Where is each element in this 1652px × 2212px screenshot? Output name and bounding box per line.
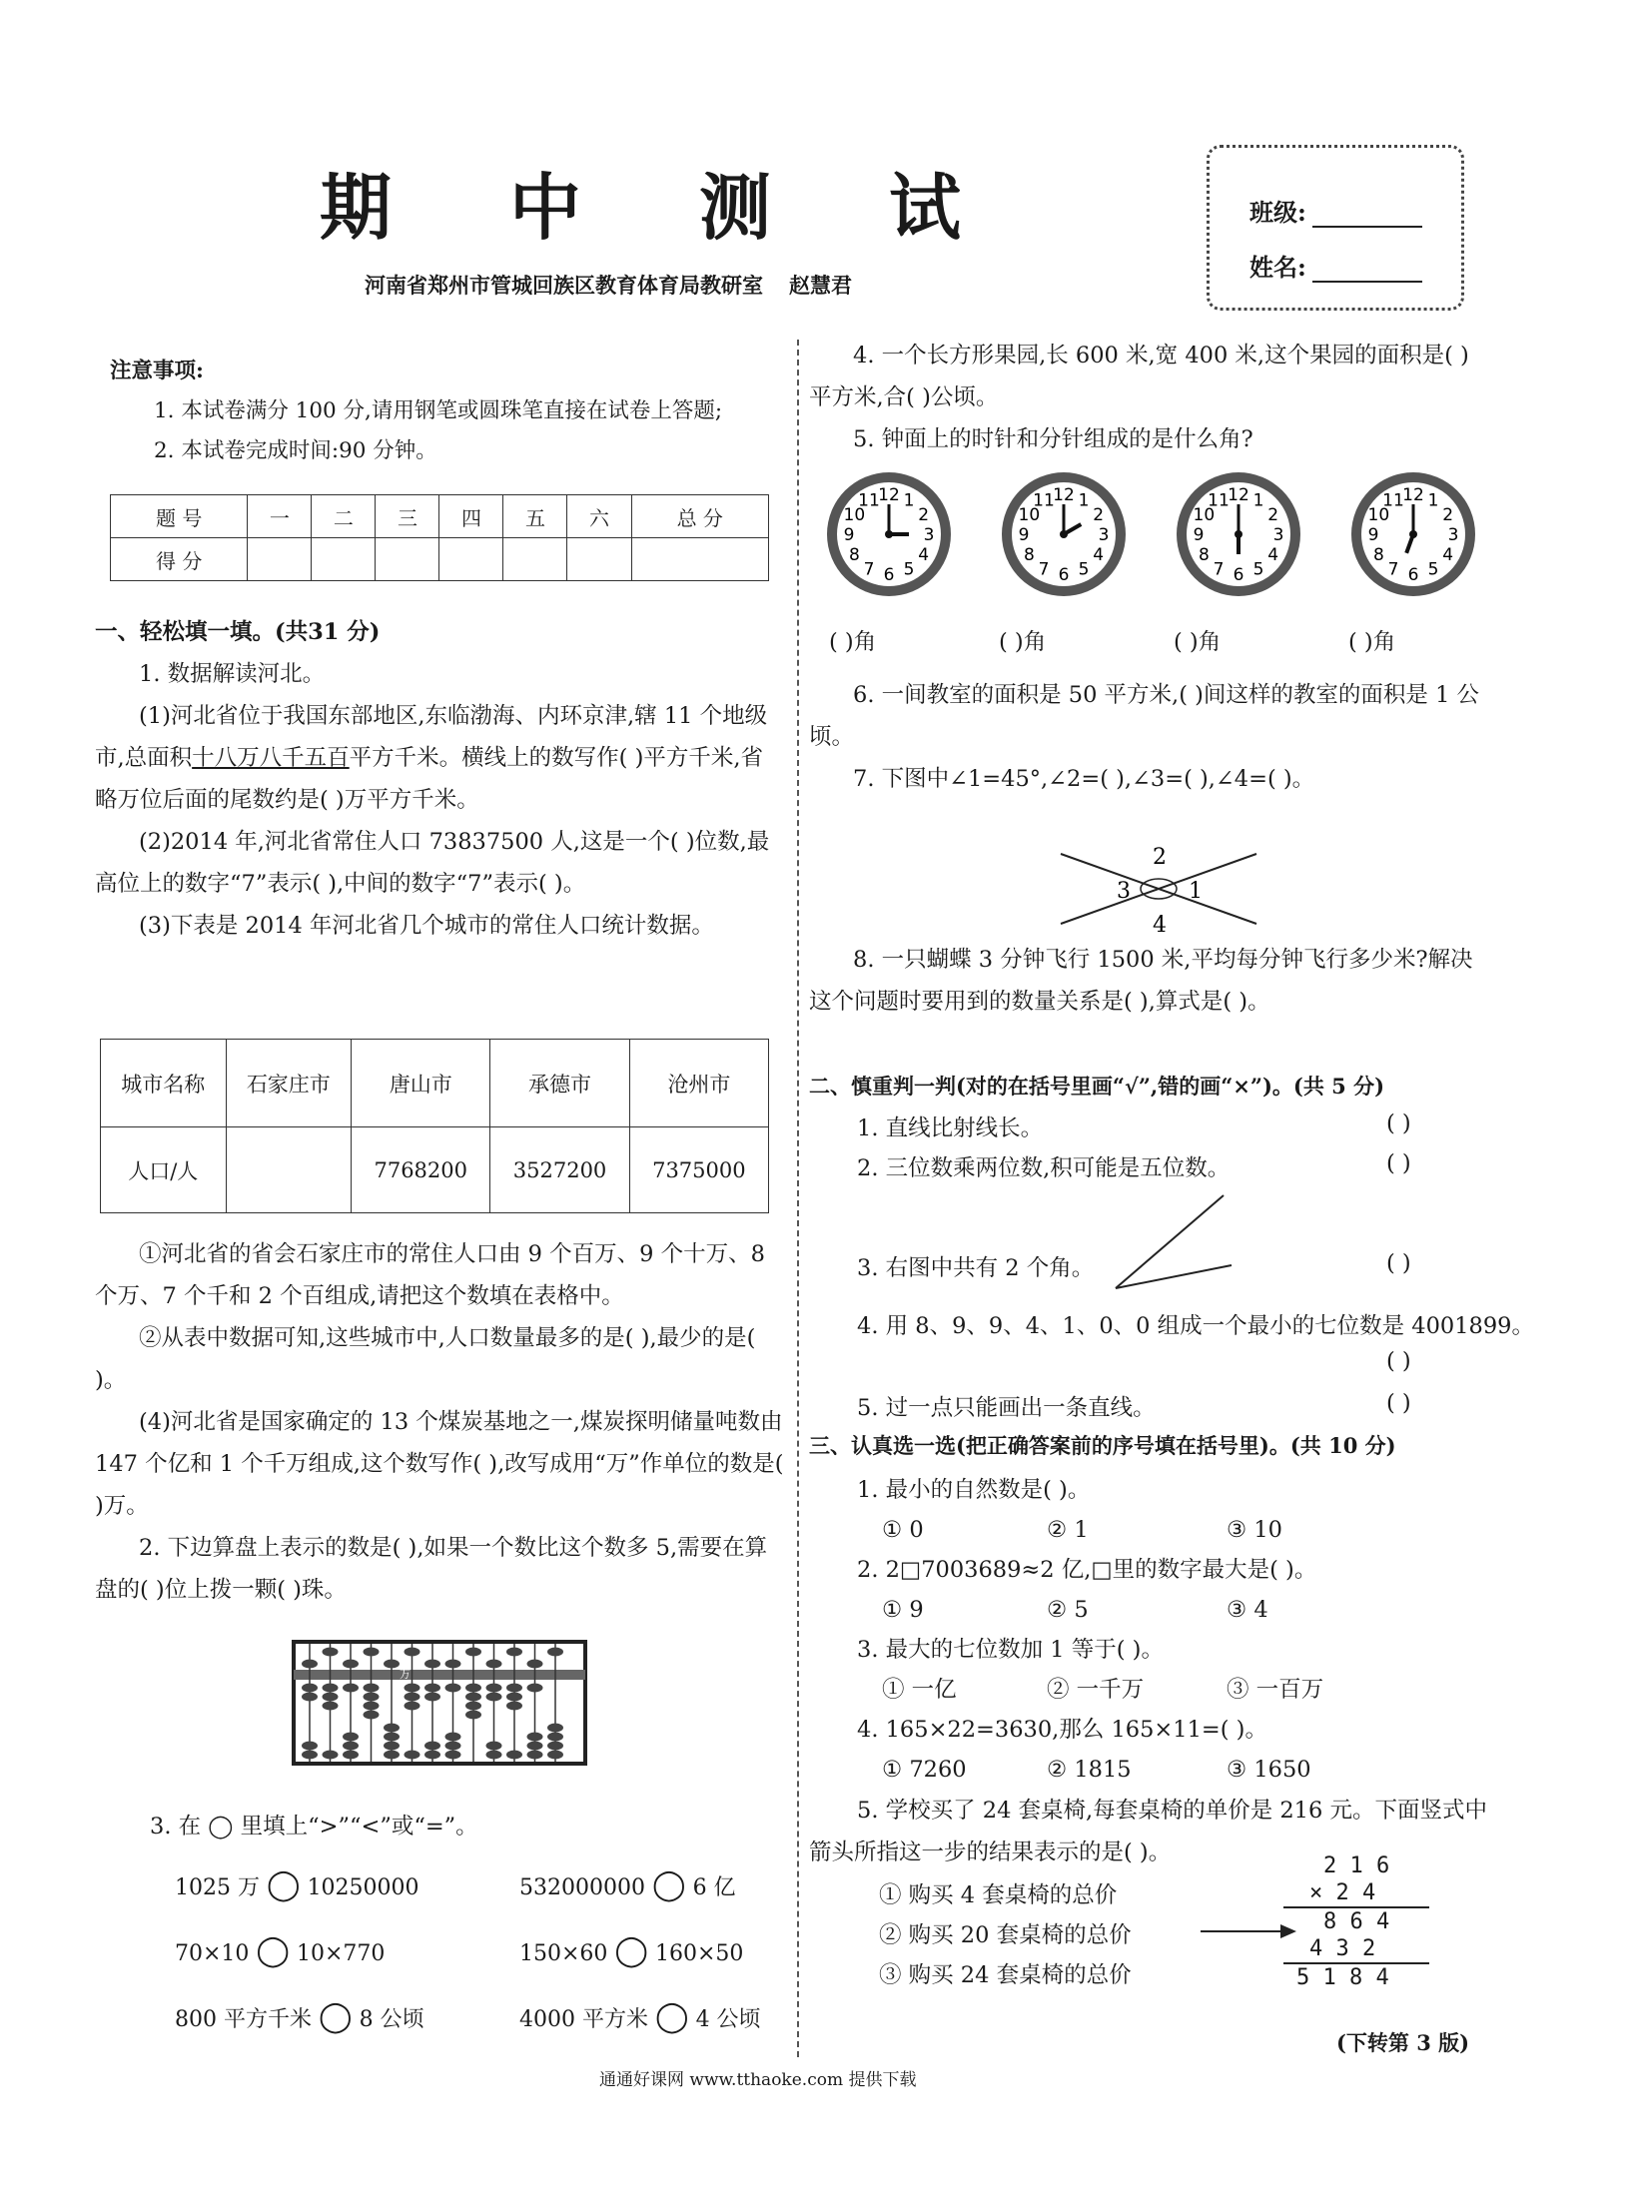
judge-5: 5. 过一点只能画出一条直线。 bbox=[857, 1395, 1156, 1421]
clock-center bbox=[1235, 530, 1242, 538]
abacus-bead[interactable] bbox=[384, 1724, 400, 1733]
score-header-cell: 一 bbox=[248, 495, 312, 538]
abacus-bead[interactable] bbox=[302, 1751, 318, 1760]
judge-paren[interactable]: ( ) bbox=[1386, 1250, 1411, 1276]
clock-number: 11 bbox=[1033, 490, 1055, 511]
clock-number: 7 bbox=[863, 559, 875, 580]
angle-label: 4 bbox=[1153, 913, 1167, 934]
city-header-cell: 唐山市 bbox=[352, 1040, 490, 1127]
city-header-cell: 沧州市 bbox=[629, 1040, 768, 1127]
clock-number: 10 bbox=[1193, 505, 1216, 525]
clock-number: 10 bbox=[1367, 505, 1390, 525]
judge-paren[interactable]: ( ) bbox=[1386, 1150, 1411, 1176]
clock-answer[interactable]: ( )角 bbox=[1174, 629, 1222, 655]
angle-figure bbox=[1059, 844, 1258, 934]
score-header-cell: 四 bbox=[439, 495, 503, 538]
clock-number: 9 bbox=[1367, 525, 1379, 545]
name-row bbox=[1249, 248, 1422, 283]
clock-number: 8 bbox=[1023, 545, 1035, 565]
city-value-cell: 7375000 bbox=[629, 1127, 768, 1213]
class-label: 班级: bbox=[1249, 198, 1306, 227]
ray bbox=[1116, 1265, 1232, 1288]
right-middle bbox=[809, 674, 1488, 800]
score-cell[interactable] bbox=[312, 538, 376, 581]
abacus-bead[interactable] bbox=[364, 1648, 380, 1657]
abacus-bead[interactable] bbox=[527, 1742, 543, 1751]
clock-number: 9 bbox=[843, 525, 855, 545]
compare-item bbox=[519, 1933, 743, 1968]
abacus-bead[interactable] bbox=[384, 1660, 400, 1669]
abacus-bead[interactable] bbox=[445, 1660, 461, 1669]
choice-options bbox=[857, 1670, 1486, 1710]
choice-option[interactable]: ② 购买 20 套桌椅的总价 bbox=[879, 1922, 1132, 1948]
city-table bbox=[100, 1039, 769, 1213]
clock-number: 3 bbox=[1447, 525, 1459, 545]
score-header-cell: 五 bbox=[503, 495, 567, 538]
abacus-bead[interactable] bbox=[465, 1648, 481, 1657]
abacus-bead[interactable] bbox=[364, 1702, 380, 1711]
q2: 2. 下边算盘上表示的数是( ),如果一个数比这个数多 5,需要在算盘的( )位上拨一颗( )珠。 bbox=[95, 1535, 768, 1603]
clock-answer[interactable]: ( )角 bbox=[829, 629, 877, 655]
author-line bbox=[365, 270, 852, 300]
abacus-bead[interactable] bbox=[343, 1684, 359, 1693]
clock-number: 7 bbox=[1213, 559, 1225, 580]
clock-number: 1 bbox=[903, 490, 915, 511]
clock-number: 8 bbox=[848, 545, 860, 565]
clock-center bbox=[885, 530, 893, 538]
clock-face bbox=[824, 469, 954, 599]
choice-option[interactable]: ② 1815 bbox=[1047, 1757, 1132, 1783]
abacus-bead[interactable] bbox=[384, 1751, 400, 1760]
compare-right: 160×50 bbox=[655, 1941, 744, 1966]
abacus-bead[interactable] bbox=[343, 1751, 359, 1760]
score-header-cell: 题 号 bbox=[111, 495, 248, 538]
clock-answer[interactable]: ( )角 bbox=[1348, 629, 1396, 655]
abacus-bead[interactable] bbox=[527, 1660, 543, 1669]
abacus-bead[interactable] bbox=[405, 1751, 420, 1760]
q1-3b: ②从表中数据可知,这些城市中,人口数量最多的是( ),最少的是( )。 bbox=[95, 1325, 756, 1393]
q3 bbox=[150, 1806, 799, 1847]
abacus-bead[interactable] bbox=[343, 1742, 359, 1751]
choice-option[interactable]: ③ 4 bbox=[1227, 1597, 1268, 1623]
abacus-bead[interactable] bbox=[302, 1660, 318, 1669]
compare-item bbox=[519, 1999, 761, 2034]
q3-text: 3. 在 ◯ 里填上“>”“<”或“=”。 bbox=[150, 1814, 478, 1840]
clock-number: 5 bbox=[903, 559, 915, 580]
judge-3: 3. 右图中共有 2 个角。 bbox=[857, 1255, 1095, 1281]
calc-line: × 2 4 bbox=[1283, 1879, 1429, 1908]
clock-face bbox=[999, 469, 1129, 599]
compare-right: 8 公顷 bbox=[359, 2007, 424, 2032]
abacus-bead[interactable] bbox=[302, 1684, 318, 1693]
abacus-bead[interactable] bbox=[405, 1684, 420, 1693]
judge-paren[interactable]: ( ) bbox=[1386, 1348, 1411, 1374]
abacus bbox=[290, 1638, 589, 1768]
clock-number: 8 bbox=[1198, 545, 1210, 565]
abacus-bead[interactable] bbox=[424, 1684, 440, 1693]
q1-4: (4)河北省是国家确定的 13 个煤炭基地之一,煤炭探明储量吨数由 147 个亿和 1 个千万组成,这个数写作( ),改写成用“万”作单位的数是( )万。 bbox=[95, 1409, 784, 1519]
choice-5: 5. 学校买了 24 套桌椅,每套桌椅的单价是 216 元。下面竖式中箭头所指这一步的结果表示的是( )。 bbox=[809, 1798, 1487, 1865]
city-row-label: 人口/人 bbox=[101, 1127, 227, 1213]
notes-heading: 注意事项: bbox=[110, 359, 204, 383]
clock-number: 12 bbox=[1402, 485, 1424, 505]
clock-number: 4 bbox=[1267, 545, 1279, 565]
judge-2: 2. 三位数乘两位数,积可能是五位数。 bbox=[857, 1155, 1231, 1181]
judge-paren[interactable]: ( ) bbox=[1386, 1110, 1411, 1136]
clock-number: 2 bbox=[918, 505, 930, 525]
score-header-cell: 六 bbox=[567, 495, 631, 538]
section-1-heading: 一、轻松填一填。(共31 分) bbox=[95, 619, 381, 645]
city-value-cell: 7768200 bbox=[352, 1127, 490, 1213]
clock-number: 1 bbox=[1078, 490, 1090, 511]
page-title: 期中测试 bbox=[320, 165, 1080, 250]
abacus-bead[interactable] bbox=[527, 1684, 543, 1693]
choice-option[interactable]: ② 1 bbox=[1047, 1517, 1089, 1543]
q1-1-text: (1)河北省位于我国东部地区,东临渤海、内环京津,辖 11 个地级市,总面积 bbox=[95, 703, 768, 771]
clock-face bbox=[1174, 469, 1303, 599]
judge-figure bbox=[1114, 1193, 1234, 1293]
abacus-bead[interactable] bbox=[343, 1733, 359, 1742]
abacus-bead[interactable] bbox=[384, 1733, 400, 1742]
choice-option[interactable]: ③ 10 bbox=[1227, 1517, 1282, 1543]
section-2-heading: 二、慎重判一判(对的在括号里画“√”,错的画“×”)。(共 5 分) bbox=[809, 1074, 1385, 1099]
compare-left: 4000 平方米 bbox=[519, 2007, 648, 2032]
compare-right: 10×770 bbox=[297, 1941, 386, 1966]
clock-number: 11 bbox=[858, 490, 880, 511]
clock-number: 11 bbox=[1208, 490, 1230, 511]
score-cell[interactable] bbox=[503, 538, 567, 581]
compare-circle[interactable]: ◯ bbox=[319, 1999, 353, 2034]
clock-number: 7 bbox=[1387, 559, 1399, 580]
clock-face bbox=[1348, 469, 1478, 599]
city-header-row bbox=[101, 1040, 769, 1127]
q1-1-underlined: 十八万八千五百 bbox=[192, 745, 350, 771]
clock-number: 3 bbox=[923, 525, 935, 545]
abacus-bead[interactable] bbox=[547, 1733, 563, 1742]
abacus-bead[interactable] bbox=[424, 1693, 440, 1702]
abacus-bead[interactable] bbox=[506, 1702, 522, 1711]
ray bbox=[1116, 1195, 1224, 1288]
abacus-bead[interactable] bbox=[486, 1742, 502, 1751]
clock-number: 3 bbox=[1098, 525, 1110, 545]
choice-options bbox=[857, 1590, 1486, 1630]
abacus-bead[interactable] bbox=[547, 1724, 563, 1733]
compare-left: 800 平方千米 bbox=[175, 2007, 312, 2032]
compare-item bbox=[175, 1867, 419, 1902]
abacus-bead[interactable] bbox=[323, 1648, 339, 1657]
compare-item bbox=[175, 1933, 385, 1968]
choice-options bbox=[857, 1510, 1486, 1550]
city-header-cell: 石家庄市 bbox=[226, 1040, 352, 1127]
city-header-cell: 城市名称 bbox=[101, 1040, 227, 1127]
q5: 5. 钟面上的时针和分针组成的是什么角? bbox=[853, 426, 1253, 452]
clock-number: 4 bbox=[1442, 545, 1454, 565]
clock-number: 5 bbox=[1427, 559, 1439, 580]
name-field[interactable] bbox=[1312, 259, 1422, 283]
clock-number: 6 bbox=[1233, 565, 1244, 585]
compare-left: 1025 万 bbox=[175, 1875, 260, 1900]
abacus-bead[interactable] bbox=[445, 1684, 461, 1693]
q1-3a: ①河北省的省会石家庄市的常住人口由 9 个百万、9 个十万、8 个万、7 个千和 2 个百组成,请把这个数填在表格中。 bbox=[95, 1241, 765, 1309]
q8: 8. 一只蝴蝶 3 分钟飞行 1500 米,平均每分钟飞行多少米?解决这个问题时要用到的数量关系是( ),算式是( )。 bbox=[809, 947, 1473, 1015]
clock-number: 6 bbox=[1407, 565, 1419, 585]
choice-5-options bbox=[879, 1875, 1132, 1995]
abacus-bead[interactable] bbox=[465, 1702, 481, 1711]
score-cell[interactable] bbox=[376, 538, 439, 581]
abacus-bead[interactable] bbox=[445, 1742, 461, 1751]
abacus-bead[interactable] bbox=[405, 1693, 420, 1702]
column-divider bbox=[797, 340, 799, 2057]
clock-number: 4 bbox=[918, 545, 930, 565]
choice-option[interactable]: ③ 一百万 bbox=[1227, 1677, 1324, 1703]
choice-option[interactable]: ① 0 bbox=[882, 1517, 924, 1543]
abacus-bead[interactable] bbox=[405, 1648, 420, 1657]
abacus-bead[interactable] bbox=[465, 1693, 481, 1702]
clock-number: 10 bbox=[843, 505, 866, 525]
choice-option[interactable]: ② 一千万 bbox=[1047, 1677, 1145, 1703]
abacus-rods bbox=[302, 1644, 563, 1762]
q4: 4. 一个长方形果园,长 600 米,宽 400 米,这个果园的面积是( )平方米,合( )公顷。 bbox=[809, 343, 1469, 410]
class-name-box bbox=[1207, 145, 1464, 311]
q6: 6. 一间教室的面积是 50 平方米,( )间这样的教室的面积是 1 公顷。 bbox=[809, 682, 1480, 750]
abacus-bead[interactable] bbox=[384, 1742, 400, 1751]
abacus-bead[interactable] bbox=[364, 1684, 380, 1693]
author-name: 赵慧君 bbox=[789, 273, 852, 298]
clock-number: 9 bbox=[1193, 525, 1205, 545]
compare-item bbox=[175, 1999, 424, 2034]
right-top bbox=[809, 335, 1488, 460]
clock-number: 2 bbox=[1267, 505, 1279, 525]
right-q8 bbox=[809, 939, 1488, 1023]
class-row bbox=[1249, 193, 1422, 228]
score-row-label: 得 分 bbox=[111, 538, 248, 581]
choice-3: 3. 最大的七位数加 1 等于( )。 bbox=[857, 1637, 1164, 1663]
clock-center bbox=[1409, 530, 1417, 538]
abacus-bead[interactable] bbox=[343, 1660, 359, 1669]
compare-circle[interactable]: ◯ bbox=[266, 1867, 301, 1902]
judge-4: 4. 用 8、9、9、4、1、0、0 组成一个最小的七位数是 4001899。 bbox=[857, 1313, 1534, 1339]
abacus-bead[interactable] bbox=[445, 1751, 461, 1760]
abacus-bead[interactable] bbox=[547, 1751, 563, 1760]
notes bbox=[110, 352, 784, 471]
clock-number: 11 bbox=[1382, 490, 1404, 511]
clock-number: 5 bbox=[1252, 559, 1264, 580]
score-header-row bbox=[111, 495, 769, 538]
compare-item bbox=[519, 1867, 736, 1902]
abacus-bead[interactable] bbox=[405, 1702, 420, 1711]
clock-number: 7 bbox=[1038, 559, 1050, 580]
section-3-heading: 三、认真选一选(把正确答案前的序号填在括号里)。(共 10 分) bbox=[809, 1433, 1396, 1458]
clock-number: 12 bbox=[878, 485, 900, 505]
clock-number: 12 bbox=[1228, 485, 1249, 505]
abacus-bead[interactable] bbox=[465, 1684, 481, 1693]
clock-number: 9 bbox=[1018, 525, 1030, 545]
arrow-icon bbox=[1199, 1921, 1298, 1941]
compare-circle[interactable]: ◯ bbox=[256, 1933, 290, 1968]
judge-1: 1. 直线比射线长。 bbox=[857, 1115, 1044, 1141]
clock-number: 2 bbox=[1442, 505, 1454, 525]
choice-option[interactable]: ① 9 bbox=[882, 1597, 924, 1623]
notes-item-2: 2. 本试卷完成时间:90 分钟。 bbox=[154, 438, 437, 463]
q1-1-text-2: 平方千米。横线上的数写作( )平方千米,省略万位后面的尾数约是( )万平方千米。 bbox=[95, 745, 764, 813]
judge-paren[interactable]: ( ) bbox=[1386, 1390, 1411, 1416]
abacus-bead[interactable] bbox=[302, 1693, 318, 1702]
clock-number: 4 bbox=[1093, 545, 1105, 565]
abacus-bead[interactable] bbox=[486, 1660, 502, 1669]
abacus-bead[interactable] bbox=[547, 1742, 563, 1751]
q1-2: (2)2014 年,河北省常住人口 73837500 人,这是一个( )位数,最高位上的数字“7”表示( ),中间的数字“7”表示( )。 bbox=[95, 829, 770, 897]
score-cell[interactable] bbox=[248, 538, 312, 581]
choice-2: 2. 2□7003689≈2 亿,□里的数字最大是( )。 bbox=[857, 1557, 1317, 1583]
clock-number: 3 bbox=[1272, 525, 1284, 545]
choice-option[interactable]: ③ 1650 bbox=[1227, 1757, 1311, 1783]
abacus-bead[interactable] bbox=[506, 1684, 522, 1693]
score-cell[interactable] bbox=[631, 538, 769, 581]
clock-number: 1 bbox=[1252, 490, 1264, 511]
calc-line: 2 1 6 bbox=[1323, 1853, 1390, 1878]
clock-answer[interactable]: ( )角 bbox=[999, 629, 1047, 655]
clock-row bbox=[809, 469, 1488, 599]
calc-line: 4 3 2 bbox=[1283, 1935, 1429, 1964]
abacus-wan-label: 万 bbox=[400, 1668, 411, 1681]
angle-label: 1 bbox=[1189, 879, 1203, 904]
compare-right: 4 公顷 bbox=[695, 2007, 761, 2032]
abacus-bead[interactable] bbox=[486, 1751, 502, 1760]
clock-number: 8 bbox=[1372, 545, 1384, 565]
abacus-bead[interactable] bbox=[486, 1684, 502, 1693]
q1-3: (3)下表是 2014 年河北省几个城市的常住人口统计数据。 bbox=[139, 913, 714, 939]
abacus-bead[interactable] bbox=[424, 1742, 440, 1751]
abacus-bead[interactable] bbox=[527, 1733, 543, 1742]
abacus-bead[interactable] bbox=[486, 1693, 502, 1702]
abacus-bead[interactable] bbox=[547, 1648, 563, 1657]
city-value-cell[interactable] bbox=[226, 1127, 352, 1213]
compare-right: 10250000 bbox=[307, 1875, 419, 1900]
city-header-cell: 承德市 bbox=[490, 1040, 629, 1127]
choice-option[interactable]: ③ 购买 24 套桌椅的总价 bbox=[879, 1962, 1132, 1988]
score-header-cell: 总 分 bbox=[631, 495, 769, 538]
compare-right: 6 亿 bbox=[692, 1875, 736, 1900]
city-population-row bbox=[101, 1127, 769, 1213]
calc-line: 5 1 8 4 bbox=[1296, 1965, 1389, 1990]
abacus-bead[interactable] bbox=[465, 1711, 481, 1720]
compare-circle[interactable]: ◯ bbox=[654, 1999, 689, 2034]
q1: 1. 数据解读河北。 bbox=[139, 661, 326, 687]
clock-number: 6 bbox=[883, 565, 895, 585]
clock-number: 5 bbox=[1078, 559, 1090, 580]
abacus-bead[interactable] bbox=[424, 1660, 440, 1669]
q1-1 bbox=[95, 695, 784, 821]
class-field[interactable] bbox=[1312, 204, 1422, 228]
abacus-bead[interactable] bbox=[364, 1693, 380, 1702]
author-org: 河南省郑州市管城回族区教育体育局教研室 bbox=[365, 273, 763, 298]
choice-list bbox=[857, 1470, 1486, 1790]
name-label: 姓名: bbox=[1249, 253, 1306, 282]
choice-option[interactable]: ② 5 bbox=[1047, 1597, 1089, 1623]
clock-number: 1 bbox=[1427, 490, 1439, 511]
vertical-calc bbox=[1283, 1852, 1429, 1991]
choice-option[interactable]: ① 一亿 bbox=[882, 1677, 957, 1703]
clock-number: 10 bbox=[1018, 505, 1041, 525]
choice-1: 1. 最小的自然数是( )。 bbox=[857, 1477, 1091, 1503]
clock-number: 2 bbox=[1093, 505, 1105, 525]
score-table bbox=[110, 494, 769, 581]
score-header-cell: 二 bbox=[312, 495, 376, 538]
compare-left: 150×60 bbox=[519, 1941, 608, 1966]
choice-option[interactable]: ① 购买 4 套桌椅的总价 bbox=[879, 1882, 1118, 1908]
compare-circle[interactable]: ◯ bbox=[614, 1933, 648, 1968]
clock-center bbox=[1060, 530, 1068, 538]
abacus-bead[interactable] bbox=[323, 1693, 339, 1702]
compare-left: 70×10 bbox=[175, 1941, 250, 1966]
section-1-continued bbox=[95, 1233, 784, 1611]
abacus-bead[interactable] bbox=[323, 1684, 339, 1693]
city-value-cell: 3527200 bbox=[490, 1127, 629, 1213]
compare-left: 532000000 bbox=[519, 1875, 645, 1900]
compare-circle[interactable]: ◯ bbox=[651, 1867, 686, 1902]
abacus-bead[interactable] bbox=[424, 1751, 440, 1760]
section-1 bbox=[95, 611, 784, 947]
page-footer: 通通好课网 www.tthaoke.com 提供下载 bbox=[599, 2070, 917, 2090]
next-page-note: (下转第 3 版) bbox=[1336, 2030, 1470, 2055]
score-header-cell: 三 bbox=[376, 495, 439, 538]
abacus-bead[interactable] bbox=[445, 1733, 461, 1742]
notes-item-1: 1. 本试卷满分 100 分,请用钢笔或圆珠笔直接在试卷上答题; bbox=[154, 398, 723, 423]
abacus-bead[interactable] bbox=[506, 1751, 522, 1760]
score-row bbox=[111, 538, 769, 581]
abacus-bead[interactable] bbox=[527, 1751, 543, 1760]
abacus-bead[interactable] bbox=[302, 1742, 318, 1751]
abacus-bead[interactable] bbox=[506, 1648, 522, 1657]
clock-number: 6 bbox=[1058, 565, 1070, 585]
score-cell[interactable] bbox=[567, 538, 631, 581]
abacus-bead[interactable] bbox=[323, 1702, 339, 1711]
score-cell[interactable] bbox=[439, 538, 503, 581]
q7: 7. 下图中∠1=45°,∠2=( ),∠3=( ),∠4=( )。 bbox=[853, 766, 1315, 792]
angle-label: 2 bbox=[1153, 845, 1167, 870]
clock-number: 12 bbox=[1053, 485, 1075, 505]
calc-line: 8 6 4 bbox=[1323, 1909, 1390, 1934]
choice-4: 4. 165×22=3630,那么 165×11=( )。 bbox=[857, 1717, 1267, 1743]
abacus-bead[interactable] bbox=[323, 1751, 339, 1760]
abacus-bead[interactable] bbox=[506, 1693, 522, 1702]
angle-label: 3 bbox=[1117, 879, 1131, 904]
choice-option[interactable]: ① 7260 bbox=[882, 1757, 967, 1783]
choice-options bbox=[857, 1750, 1486, 1790]
abacus-bead[interactable] bbox=[364, 1711, 380, 1720]
abacus-beam bbox=[294, 1670, 585, 1680]
